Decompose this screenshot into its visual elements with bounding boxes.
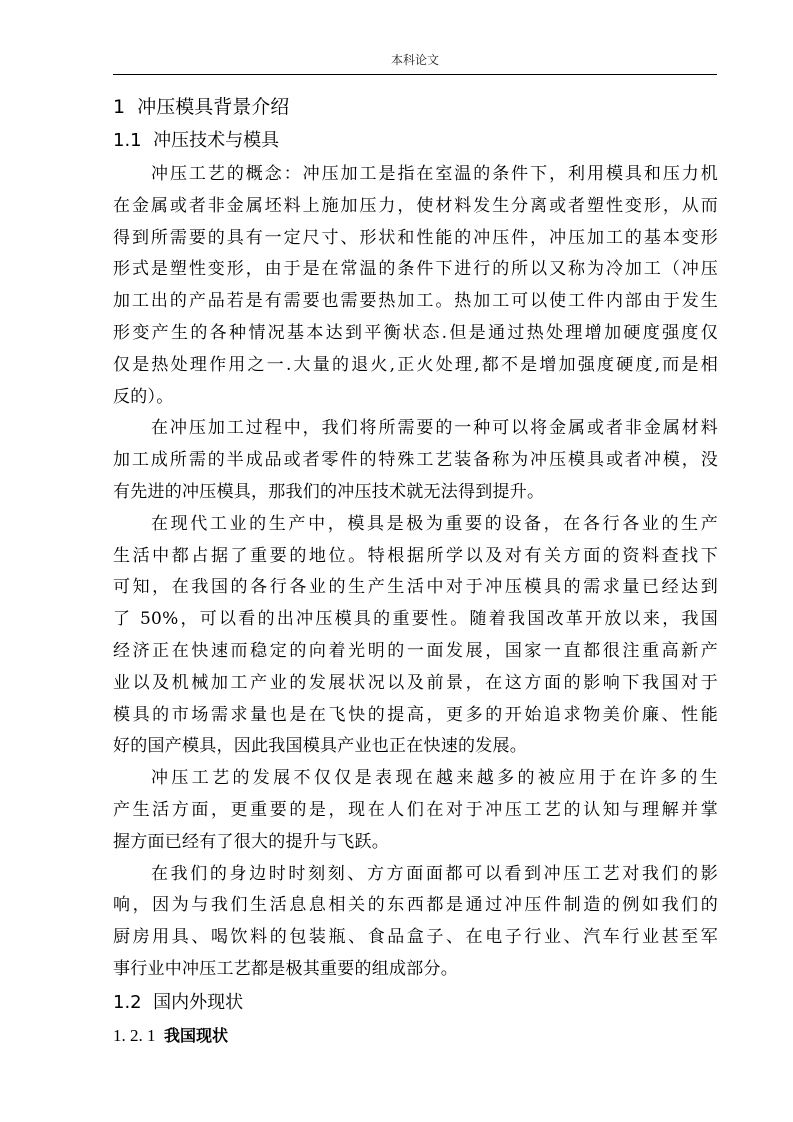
section-number: 1.2: [113, 991, 142, 1013]
section-number: 1. 2. 1: [113, 1025, 156, 1045]
text-line: 形式是塑性变形，由于是在常温的条件下进行的所以又称为冷加工（冲压: [113, 259, 718, 280]
section-heading-1-1: [113, 126, 718, 156]
text-line: 业以及机械加工产业的发展状况以及前景，在这方面的影响下我国对于: [113, 672, 718, 693]
text-line: 在我们的身边时时刻刻、方方面面都可以看到冲压工艺对我们的影: [151, 863, 718, 884]
text-line: 冲压工艺的概念：冲压加工是指在室温的条件下，利用模具和压力机: [151, 164, 718, 184]
header-divider: [113, 74, 717, 75]
text-line: 厨房用具、喝饮料的包装瓶、食品盒子、在电子行业、汽车行业甚至军: [113, 927, 718, 948]
text-line: 得到所需要的具有一定尺寸、形状和性能的冲压件，冲压加工的基本变形: [113, 227, 718, 248]
text-line: 有先进的冲压模具，那我们的冲压技术就无法得到提升。: [113, 481, 545, 502]
text-line: 在现代工业的生产中，模具是极为重要的设备，在各行各业的生产: [151, 513, 718, 534]
text-line: 了 50%，可以看的出冲压模具的重要性。随着我国改革开放以来，我国: [113, 609, 718, 630]
text-line: 握方面已经有了很大的提升与飞跃。: [113, 831, 389, 852]
text-line: 仅是热处理作用之一.大量的退火,正火处理,都不是增加强度硬度,而是相: [113, 354, 718, 375]
section-title: 国内外现状: [153, 991, 244, 1013]
page-header: [113, 52, 717, 74]
paragraph-daily-life: [113, 859, 718, 986]
text-line: 反的）。: [113, 386, 174, 407]
text-line: 加工出的产品若是有需要也需要热加工。热加工可以使工件内部由于发生: [113, 291, 718, 312]
section-heading-1: [113, 92, 718, 122]
paragraph-modern-industry: [113, 509, 718, 763]
text-line: 经济正在快速而稳定的向着光明的一面发展，国家一直都很注重高新产: [113, 640, 718, 661]
section-title: 我国现状: [164, 1025, 229, 1045]
section-title: 冲压技术与模具: [153, 130, 280, 151]
text-line: 模具的市场需求量也是在飞快的提高，更多的开始追求物美价廉、性能: [113, 704, 718, 725]
text-line: 产生活方面，更重要的是，现在人们在对于冲压工艺的认知与理解并掌: [113, 799, 718, 820]
text-line: 在冲压加工过程中，我们将所需要的一种可以将金属或者非金属材料: [151, 418, 718, 439]
paragraph-stamping-die: [113, 413, 718, 508]
section-number: 1: [113, 96, 126, 118]
text-line: 生活中都占据了重要的地位。特根据所学以及对有关方面的资料查找下: [113, 545, 718, 566]
document-body: [113, 92, 718, 1051]
text-line: 可知，在我国的各行各业的生产生活中对于冲压模具的需求量已经达到: [113, 577, 718, 598]
text-line: 在金属或者非金属坯料上施加压力，使材料发生分离或者塑性变形，从而: [113, 195, 718, 216]
text-line: 好的国产模具，因此我国模具产业也正在快速的发展。: [113, 736, 527, 757]
paragraph-process-development: [113, 763, 718, 858]
section-heading-1-2: [113, 988, 718, 1018]
text-line: 响，因为与我们生活息息相关的东西都是通过冲压件制造的例如我们的: [113, 895, 718, 916]
section-heading-1-2-1: [113, 1021, 718, 1051]
section-number: 1.1: [113, 130, 142, 151]
section-title: 冲压模具背景介绍: [137, 96, 290, 118]
text-line: 事行业中冲压工艺都是极其重要的组成部分。: [113, 958, 458, 979]
paragraph-stamping-concept: [113, 159, 718, 413]
text-line: 冲压工艺的发展不仅仅是表现在越来越多的被应用于在许多的生: [151, 768, 718, 789]
header-title: 本科论文: [390, 53, 439, 67]
text-line: 形变产生的各种情况基本达到平衡状态.但是通过热处理增加硬度强度仅: [113, 322, 718, 343]
text-line: 加工成所需的半成品或者零件的特殊工艺装备称为冲压模具或者冲模，没: [113, 450, 718, 471]
